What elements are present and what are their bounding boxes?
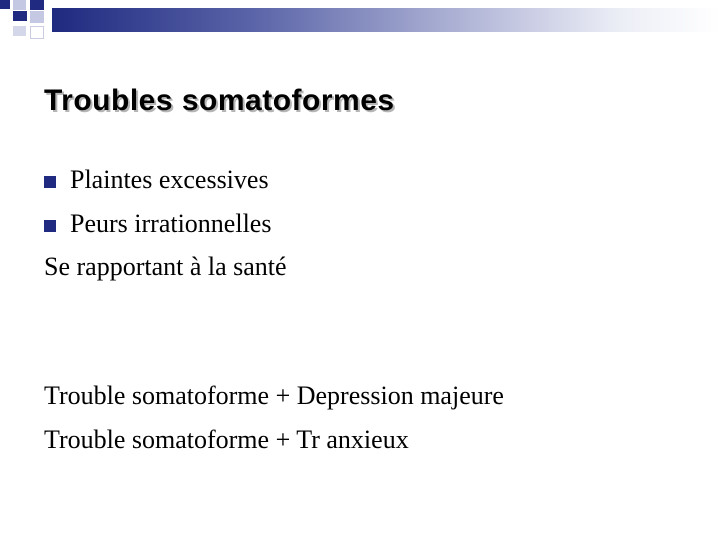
bullet-text: Plaintes excessives bbox=[70, 165, 269, 194]
decor-square bbox=[30, 0, 44, 10]
decor-square bbox=[0, 0, 10, 9]
bullet-text: Peurs irrationnelles bbox=[70, 209, 272, 238]
bullet-item bbox=[44, 211, 271, 237]
decor-square bbox=[13, 11, 27, 21]
body-line: Se rapportant à la santé bbox=[44, 252, 287, 281]
square-bullet-icon bbox=[44, 220, 56, 232]
combo-line: Trouble somatoforme + Depression majeure bbox=[44, 381, 504, 410]
decor-square bbox=[30, 11, 44, 23]
header-gradient-bar bbox=[52, 8, 720, 32]
decor-square bbox=[13, 0, 26, 10]
slide-title: Troubles somatoformes bbox=[44, 84, 395, 117]
decor-square bbox=[30, 26, 44, 39]
bullet-item bbox=[44, 167, 269, 193]
combo-line: Trouble somatoforme + Tr anxieux bbox=[44, 425, 409, 454]
decor-square bbox=[13, 26, 26, 36]
square-bullet-icon bbox=[44, 176, 56, 188]
